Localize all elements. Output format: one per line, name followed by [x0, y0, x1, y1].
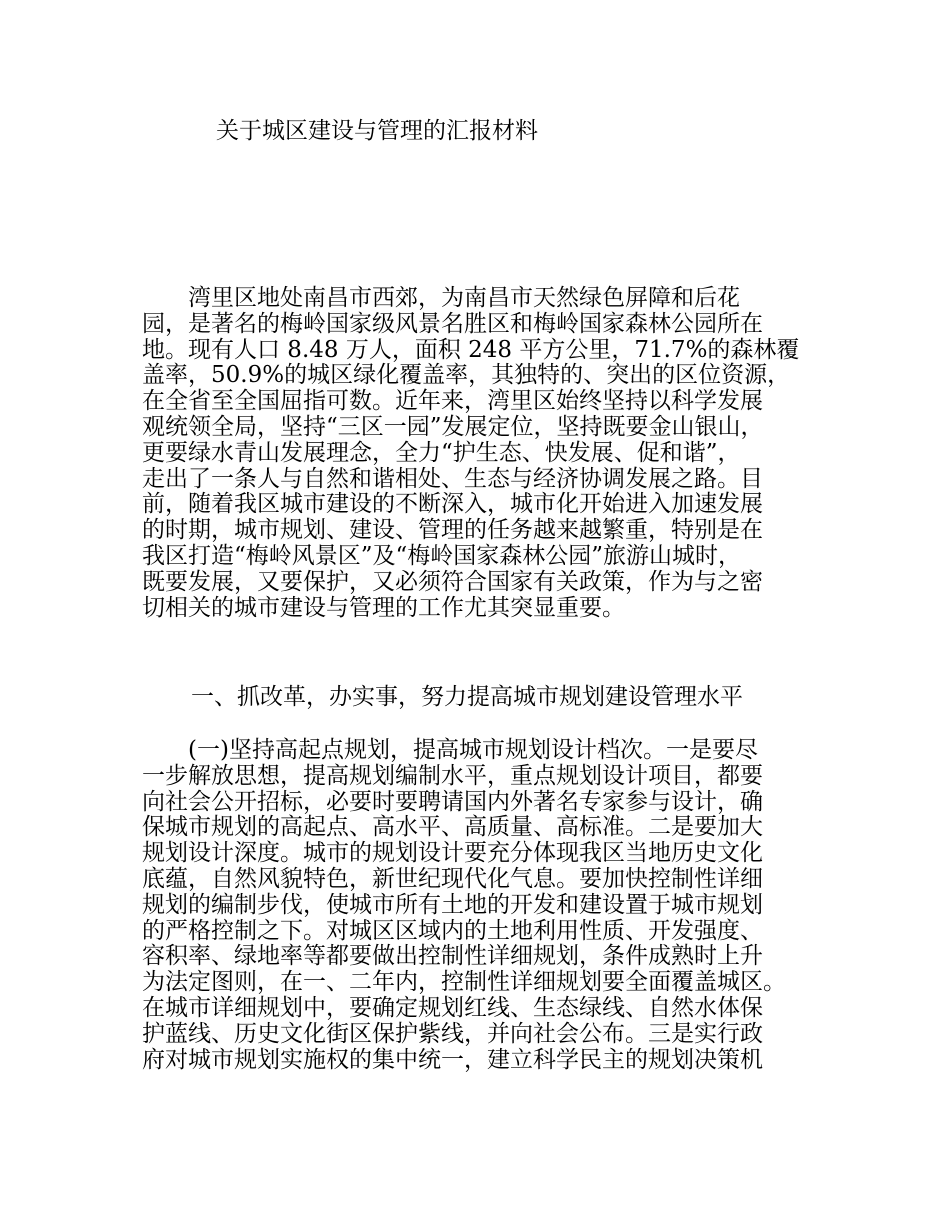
text-line: 我区打造“梅岭风景区”及“梅岭国家森林公园”旅游山城时，: [142, 542, 742, 569]
text-line: 走出了一条人与自然和谐相处、生态与经济协调发展之路。目: [142, 465, 763, 492]
text-line: 观统领全局，坚持“三区一园”发展定位，坚持既要金山银山，: [142, 413, 764, 440]
text-line: 府对城市规划实施权的集中统一，建立科学民主的规划决策机: [142, 1046, 763, 1073]
text-line: 盖率，50.9%的城区绿化覆盖率，其独特的、突出的区位资源，: [142, 362, 791, 389]
text-line: 在全省至全国屈指可数。近年来，湾里区始终坚持以科学发展: [142, 388, 763, 415]
text-line: 向社会公开招标，必要时要聘请国内外著名专家参与设计，确: [142, 788, 763, 815]
text-line: 前，随着我区城市建设的不断深入，城市化开始进入加速发展: [142, 491, 763, 518]
text-line: 更要绿水青山发展理念，全力“护生态、快发展、促和谐”，: [142, 439, 741, 466]
text-line: 在城市详细规划中，要确定规划红线、生态绿线、自然水体保: [142, 994, 763, 1021]
section-heading: 一、抓改革，办实事，努力提高城市规划建设管理水平: [191, 684, 743, 710]
text-line: 保城市规划的高起点、高水平、高质量、高标准。二是要加大: [142, 814, 763, 841]
text-line: 护蓝线、历史文化街区保护紫线，并向社会公布。三是实行政: [142, 1020, 763, 1047]
text-line: (一)坚持高起点规划，提高城市规划设计档次。一是要尽: [142, 737, 758, 763]
text-line: 湾里区地处南昌市西郊，为南昌市天然绿色屏障和后花: [142, 285, 740, 311]
intro-paragraph: [142, 286, 822, 621]
text-line: 园，是著名的梅岭国家级风景名胜区和梅岭国家森林公园所在: [142, 310, 763, 337]
text-line: 规划的编制步伐，使城市所有土地的开发和建设置于城市规划: [142, 891, 763, 918]
text-line: 为法定图则，在一、二年内，控制性详细规划要全面覆盖城区。: [142, 969, 786, 996]
text-line: 规划设计深度。城市的规划设计要充分体现我区当地历史文化: [142, 840, 763, 867]
document-title: 关于城区建设与管理的汇报材料: [216, 118, 538, 144]
text-line: 一步解放思想，提高规划编制水平，重点规划设计项目，都要: [142, 762, 763, 789]
text-line: 容积率、绿地率等都要做出控制性详细规划，条件成熟时上升: [142, 943, 763, 970]
text-line: 的严格控制之下。对城区区域内的土地利用性质、开发强度、: [142, 917, 763, 944]
text-line: 的时期，城市规划、建设、管理的任务越来越繁重，特别是在: [142, 517, 763, 544]
text-line: 切相关的城市建设与管理的工作尤其突显重要。: [142, 594, 625, 621]
text-line: 底蕴，自然风貌特色，新世纪现代化气息。要加快控制性详细: [142, 865, 763, 892]
section-paragraph: [142, 738, 822, 1073]
text-line: 地。现有人口 8.48 万人，面积 248 平方公里，71.7%的森林覆: [142, 336, 800, 363]
text-line: 既要发展，又要保护，又必须符合国家有关政策，作为与之密: [142, 568, 763, 595]
